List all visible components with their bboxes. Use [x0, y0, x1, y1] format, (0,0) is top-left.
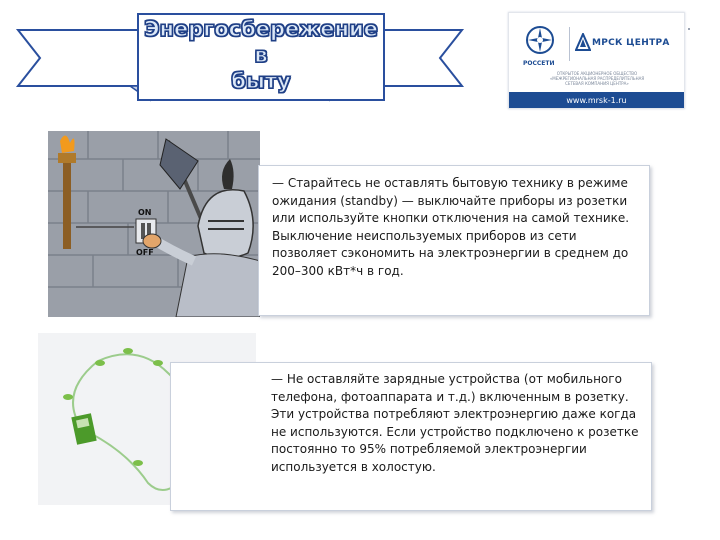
slide-title-line-1: Энергосбережение в: [144, 17, 378, 67]
company-full-name: ОТКРЫТОЕ АКЦИОНЕРНОЕ ОБЩЕСТВО «МЕЖРЕГИОНАЛЬНАЯ РАСПРЕДЕЛИТЕЛЬНАЯ СЕТЕВАЯ КОМПАНИЯ ЦЕНТРА»: [549, 71, 645, 86]
rosseti-logo-icon: [525, 25, 555, 55]
switch-on-label: ON: [138, 208, 152, 217]
tip-standby-text: — Старайтесь не оставлять бытовую технику в режиме ожидания (standby) — выключайте приборы из розетки или используйте кнопки отключения на самой технике. Выключение неиспользуемых приборов из сети позволяет сэкономить на электроэнергии в среднем до 200–300 кВт*ч в год.: [272, 176, 630, 278]
switch-off-label: OFF: [136, 248, 154, 257]
slide-title: [138, 17, 384, 93]
slide-title-line-2: быту: [231, 69, 291, 93]
tip-charger-text: — Не оставляйте зарядные устройства (от мобильного телефона, фотоаппарата и т.д.) включенным в розетку. Эти устройства потребляют электроэнергию даже когда не используются. Если устройство подключено к розетке постоянно то 95% потребляемой электроэнергии используется в холостую.: [271, 372, 639, 474]
knight-switch-illustration: [48, 131, 260, 317]
tip-standby-box: [258, 165, 650, 316]
website-bar: [509, 92, 684, 108]
mrsk-logo-icon: [575, 33, 591, 51]
company-logo-panel: [508, 12, 685, 109]
page-marker: [688, 28, 690, 30]
website-url[interactable]: www.mrsk-1.ru: [566, 95, 627, 105]
tip-charger-box: [170, 362, 652, 511]
rosseti-label: РОССЕТИ: [523, 60, 555, 67]
mrsk-label: МРСК ЦЕНТРА: [592, 38, 670, 48]
logo-divider: [569, 27, 570, 61]
